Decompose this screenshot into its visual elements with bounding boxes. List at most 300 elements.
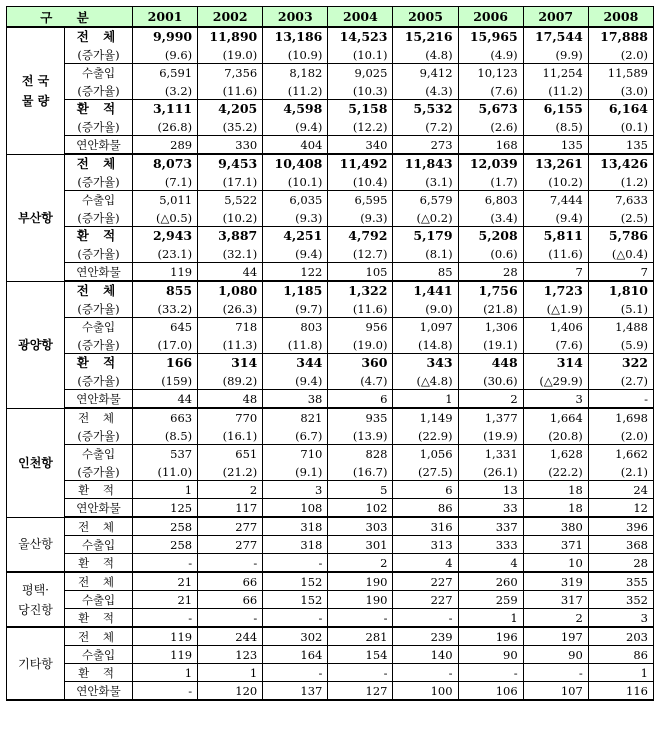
value-cell: 7 xyxy=(523,263,588,282)
table-row xyxy=(7,609,654,628)
header-year: 2003 xyxy=(263,7,328,28)
value-cell: 66 xyxy=(198,572,263,591)
row-label: 전 체 xyxy=(65,408,133,427)
value-cell: (2.5) xyxy=(588,209,653,227)
value-cell: - xyxy=(133,554,198,573)
value-cell: 119 xyxy=(133,263,198,282)
value-cell: 86 xyxy=(588,646,653,664)
value-cell: 105 xyxy=(328,263,393,282)
header-year: 2007 xyxy=(523,7,588,28)
value-cell: 1 xyxy=(133,664,198,682)
value-cell: 9,412 xyxy=(393,64,458,82)
table-row xyxy=(7,408,654,427)
value-cell: 352 xyxy=(588,591,653,609)
port-name: 전 국 물 량 xyxy=(7,27,65,154)
value-cell: 12,039 xyxy=(458,154,523,173)
value-cell: 259 xyxy=(458,591,523,609)
value-cell: 1,723 xyxy=(523,281,588,300)
row-label: 수출입 xyxy=(65,318,133,336)
value-cell: 4,205 xyxy=(198,100,263,118)
value-cell: 4,251 xyxy=(263,227,328,245)
port-cargo-table xyxy=(6,6,654,701)
value-cell: 7 xyxy=(588,263,653,282)
value-cell: 1 xyxy=(588,664,653,682)
value-cell: 1 xyxy=(393,390,458,409)
table-row xyxy=(7,517,654,536)
value-cell: - xyxy=(263,609,328,628)
value-cell: 4 xyxy=(393,554,458,573)
table-row xyxy=(7,318,654,336)
value-cell: 17,888 xyxy=(588,27,653,46)
table-row xyxy=(7,281,654,300)
value-cell: 10 xyxy=(523,554,588,573)
value-cell: (9.6) xyxy=(133,46,198,64)
value-cell: 1,080 xyxy=(198,281,263,300)
value-cell: 273 xyxy=(393,136,458,155)
value-cell: 337 xyxy=(458,517,523,536)
value-cell: 1,097 xyxy=(393,318,458,336)
value-cell: 935 xyxy=(328,408,393,427)
value-cell: 302 xyxy=(263,627,328,646)
value-cell: (16.1) xyxy=(198,427,263,445)
value-cell: 1,149 xyxy=(393,408,458,427)
value-cell: (19.0) xyxy=(198,46,263,64)
table-row xyxy=(7,227,654,245)
row-label: 환 적 xyxy=(65,609,133,628)
value-cell: 956 xyxy=(328,318,393,336)
value-cell: (22.9) xyxy=(393,427,458,445)
value-cell: - xyxy=(393,609,458,628)
value-cell: 120 xyxy=(198,682,263,701)
value-cell: 258 xyxy=(133,536,198,554)
value-cell: 396 xyxy=(588,517,653,536)
value-cell: (11.8) xyxy=(263,336,328,354)
value-cell: 6,591 xyxy=(133,64,198,82)
value-cell: 710 xyxy=(263,445,328,463)
value-cell: 166 xyxy=(133,354,198,372)
row-label: 수출입 xyxy=(65,536,133,554)
value-cell: 100 xyxy=(393,682,458,701)
value-cell: 5,011 xyxy=(133,191,198,209)
header-row xyxy=(7,7,654,28)
table-row xyxy=(7,390,654,409)
row-label: (증가율) xyxy=(65,173,133,191)
row-label: (증가율) xyxy=(65,336,133,354)
value-cell: 190 xyxy=(328,591,393,609)
value-cell: 322 xyxy=(588,354,653,372)
value-cell: 360 xyxy=(328,354,393,372)
value-cell: 123 xyxy=(198,646,263,664)
value-cell: 289 xyxy=(133,136,198,155)
row-label: 환 적 xyxy=(65,227,133,245)
value-cell: (7.1) xyxy=(133,173,198,191)
value-cell: 645 xyxy=(133,318,198,336)
table-row xyxy=(7,664,654,682)
table-row xyxy=(7,572,654,591)
table-row xyxy=(7,209,654,227)
value-cell: 2 xyxy=(328,554,393,573)
value-cell: 319 xyxy=(523,572,588,591)
value-cell: (3.2) xyxy=(133,82,198,100)
value-cell: 344 xyxy=(263,354,328,372)
value-cell: (0.6) xyxy=(458,245,523,263)
header-year: 2002 xyxy=(198,7,263,28)
port-name: 부산항 xyxy=(7,154,65,281)
table-row xyxy=(7,118,654,136)
value-cell: 13,261 xyxy=(523,154,588,173)
port-name: 인천항 xyxy=(7,408,65,517)
value-cell: 44 xyxy=(198,263,263,282)
value-cell: - xyxy=(588,390,653,409)
value-cell: 190 xyxy=(328,572,393,591)
row-label: 연안화물 xyxy=(65,499,133,518)
value-cell: 1,331 xyxy=(458,445,523,463)
value-cell: (9.3) xyxy=(328,209,393,227)
value-cell: 1,377 xyxy=(458,408,523,427)
value-cell: 119 xyxy=(133,627,198,646)
value-cell: (14.8) xyxy=(393,336,458,354)
value-cell: 5,158 xyxy=(328,100,393,118)
value-cell: (9.4) xyxy=(263,118,328,136)
value-cell: (3.1) xyxy=(393,173,458,191)
value-cell: 17,544 xyxy=(523,27,588,46)
value-cell: - xyxy=(328,609,393,628)
header-year: 2001 xyxy=(133,7,198,28)
row-label: 환 적 xyxy=(65,481,133,499)
value-cell: 770 xyxy=(198,408,263,427)
value-cell: (2.0) xyxy=(588,427,653,445)
value-cell: (21.2) xyxy=(198,463,263,481)
row-label: (증가율) xyxy=(65,46,133,64)
value-cell: 7,444 xyxy=(523,191,588,209)
value-cell: 828 xyxy=(328,445,393,463)
header-year: 2006 xyxy=(458,7,523,28)
value-cell: 227 xyxy=(393,572,458,591)
value-cell: (3.4) xyxy=(458,209,523,227)
table-row xyxy=(7,536,654,554)
row-label: (증가율) xyxy=(65,463,133,481)
value-cell: (△29.9) xyxy=(523,372,588,390)
value-cell: 122 xyxy=(263,263,328,282)
value-cell: 404 xyxy=(263,136,328,155)
row-label: 환 적 xyxy=(65,554,133,573)
value-cell: 9,990 xyxy=(133,27,198,46)
value-cell: 718 xyxy=(198,318,263,336)
value-cell: (4.7) xyxy=(328,372,393,390)
value-cell: (10.3) xyxy=(328,82,393,100)
value-cell: (11.3) xyxy=(198,336,263,354)
value-cell: 2 xyxy=(198,481,263,499)
value-cell: 6 xyxy=(328,390,393,409)
value-cell: (10.4) xyxy=(328,173,393,191)
row-label: 수출입 xyxy=(65,646,133,664)
value-cell: - xyxy=(263,664,328,682)
value-cell: 5,179 xyxy=(393,227,458,245)
value-cell: 317 xyxy=(523,591,588,609)
value-cell: (4.9) xyxy=(458,46,523,64)
value-cell: 137 xyxy=(263,682,328,701)
value-cell: 48 xyxy=(198,390,263,409)
value-cell: 3 xyxy=(523,390,588,409)
row-label: 수출입 xyxy=(65,191,133,209)
value-cell: (9.0) xyxy=(393,300,458,318)
value-cell: 135 xyxy=(523,136,588,155)
value-cell: 2 xyxy=(523,609,588,628)
value-cell: (32.1) xyxy=(198,245,263,263)
table-row xyxy=(7,82,654,100)
value-cell: 127 xyxy=(328,682,393,701)
value-cell: (11.6) xyxy=(523,245,588,263)
value-cell: 1,698 xyxy=(588,408,653,427)
value-cell: (5.9) xyxy=(588,336,653,354)
value-cell: (33.2) xyxy=(133,300,198,318)
row-label: 연안화물 xyxy=(65,136,133,155)
value-cell: 316 xyxy=(393,517,458,536)
value-cell: (7.6) xyxy=(458,82,523,100)
value-cell: 6,595 xyxy=(328,191,393,209)
value-cell: 4,598 xyxy=(263,100,328,118)
value-cell: 6,579 xyxy=(393,191,458,209)
value-cell: 340 xyxy=(328,136,393,155)
value-cell: 21 xyxy=(133,572,198,591)
value-cell: 24 xyxy=(588,481,653,499)
value-cell: (4.3) xyxy=(393,82,458,100)
value-cell: 4 xyxy=(458,554,523,573)
value-cell: 1,662 xyxy=(588,445,653,463)
value-cell: 125 xyxy=(133,499,198,518)
value-cell: - xyxy=(393,664,458,682)
value-cell: 318 xyxy=(263,536,328,554)
value-cell: 1,185 xyxy=(263,281,328,300)
value-cell: 277 xyxy=(198,536,263,554)
table-row xyxy=(7,554,654,573)
value-cell: 12 xyxy=(588,499,653,518)
value-cell: 5,532 xyxy=(393,100,458,118)
value-cell: 13,426 xyxy=(588,154,653,173)
value-cell: 227 xyxy=(393,591,458,609)
value-cell: (△4.8) xyxy=(393,372,458,390)
port-name: 기타항 xyxy=(7,627,65,700)
value-cell: - xyxy=(328,664,393,682)
value-cell: 197 xyxy=(523,627,588,646)
value-cell: 303 xyxy=(328,517,393,536)
header-year: 2008 xyxy=(588,7,653,28)
value-cell: 1,628 xyxy=(523,445,588,463)
table-row xyxy=(7,191,654,209)
table-row xyxy=(7,627,654,646)
table-row xyxy=(7,682,654,701)
value-cell: 1,406 xyxy=(523,318,588,336)
value-cell: (1.2) xyxy=(588,173,653,191)
table-row xyxy=(7,136,654,155)
table-row xyxy=(7,591,654,609)
value-cell: 10,123 xyxy=(458,64,523,82)
value-cell: 5,811 xyxy=(523,227,588,245)
value-cell: 244 xyxy=(198,627,263,646)
value-cell: 28 xyxy=(458,263,523,282)
value-cell: 1,056 xyxy=(393,445,458,463)
value-cell: (16.7) xyxy=(328,463,393,481)
value-cell: 196 xyxy=(458,627,523,646)
value-cell: 260 xyxy=(458,572,523,591)
value-cell: (9.4) xyxy=(523,209,588,227)
value-cell: 3,887 xyxy=(198,227,263,245)
value-cell: (159) xyxy=(133,372,198,390)
value-cell: - xyxy=(133,682,198,701)
table-row xyxy=(7,463,654,481)
value-cell: (9.7) xyxy=(263,300,328,318)
value-cell: 1 xyxy=(133,481,198,499)
value-cell: 5,522 xyxy=(198,191,263,209)
value-cell: 318 xyxy=(263,517,328,536)
value-cell: 448 xyxy=(458,354,523,372)
value-cell: (23.1) xyxy=(133,245,198,263)
value-cell: 28 xyxy=(588,554,653,573)
value-cell: (△0.4) xyxy=(588,245,653,263)
value-cell: 154 xyxy=(328,646,393,664)
value-cell: 6,155 xyxy=(523,100,588,118)
value-cell: (89.2) xyxy=(198,372,263,390)
value-cell: 5,786 xyxy=(588,227,653,245)
value-cell: 3 xyxy=(588,609,653,628)
value-cell: 6,164 xyxy=(588,100,653,118)
value-cell: - xyxy=(198,554,263,573)
value-cell: 281 xyxy=(328,627,393,646)
row-label: 수출입 xyxy=(65,445,133,463)
value-cell: 21 xyxy=(133,591,198,609)
table-row xyxy=(7,427,654,445)
port-name: 평택· 당진항 xyxy=(7,572,65,627)
value-cell: (10.9) xyxy=(263,46,328,64)
value-cell: 135 xyxy=(588,136,653,155)
value-cell: 203 xyxy=(588,627,653,646)
value-cell: - xyxy=(263,554,328,573)
value-cell: 116 xyxy=(588,682,653,701)
table-row xyxy=(7,173,654,191)
row-label: (증가율) xyxy=(65,372,133,390)
value-cell: 6 xyxy=(393,481,458,499)
table-row xyxy=(7,499,654,518)
value-cell: 13 xyxy=(458,481,523,499)
row-label: 전 체 xyxy=(65,281,133,300)
port-cargo-table-container xyxy=(6,6,654,701)
port-name: 울산항 xyxy=(7,517,65,572)
value-cell: 152 xyxy=(263,591,328,609)
value-cell: (2.0) xyxy=(588,46,653,64)
value-cell: 4,792 xyxy=(328,227,393,245)
value-cell: (6.7) xyxy=(263,427,328,445)
value-cell: 119 xyxy=(133,646,198,664)
value-cell: 85 xyxy=(393,263,458,282)
value-cell: 314 xyxy=(198,354,263,372)
value-cell: (8.5) xyxy=(523,118,588,136)
header-year: 2004 xyxy=(328,7,393,28)
value-cell: 8,073 xyxy=(133,154,198,173)
value-cell: 355 xyxy=(588,572,653,591)
value-cell: 15,216 xyxy=(393,27,458,46)
value-cell: (3.0) xyxy=(588,82,653,100)
row-label: 전 체 xyxy=(65,27,133,46)
value-cell: (9.4) xyxy=(263,245,328,263)
value-cell: (17.1) xyxy=(198,173,263,191)
value-cell: (19.9) xyxy=(458,427,523,445)
table-row xyxy=(7,646,654,664)
value-cell: (11.2) xyxy=(263,82,328,100)
value-cell: (12.7) xyxy=(328,245,393,263)
value-cell: (26.3) xyxy=(198,300,263,318)
table-row xyxy=(7,27,654,46)
row-label: 전 체 xyxy=(65,627,133,646)
value-cell: 343 xyxy=(393,354,458,372)
value-cell: 18 xyxy=(523,481,588,499)
value-cell: - xyxy=(458,664,523,682)
value-cell: 164 xyxy=(263,646,328,664)
value-cell: (10.1) xyxy=(263,173,328,191)
table-row xyxy=(7,445,654,463)
value-cell: 9,025 xyxy=(328,64,393,82)
row-label: (증가율) xyxy=(65,245,133,263)
value-cell: 33 xyxy=(458,499,523,518)
table-row xyxy=(7,100,654,118)
table-body xyxy=(7,27,654,700)
table-row xyxy=(7,64,654,82)
value-cell: 1 xyxy=(198,664,263,682)
row-label: 전 체 xyxy=(65,517,133,536)
value-cell: 7,356 xyxy=(198,64,263,82)
table-row xyxy=(7,481,654,499)
row-label: 환 적 xyxy=(65,100,133,118)
value-cell: 90 xyxy=(458,646,523,664)
table-row xyxy=(7,263,654,282)
value-cell: (19.1) xyxy=(458,336,523,354)
value-cell: (9.3) xyxy=(263,209,328,227)
row-label: 전 체 xyxy=(65,572,133,591)
value-cell: 18 xyxy=(523,499,588,518)
value-cell: 90 xyxy=(523,646,588,664)
row-label: (증가율) xyxy=(65,82,133,100)
value-cell: 13,186 xyxy=(263,27,328,46)
value-cell: (△1.9) xyxy=(523,300,588,318)
value-cell: 44 xyxy=(133,390,198,409)
value-cell: (21.8) xyxy=(458,300,523,318)
value-cell: 117 xyxy=(198,499,263,518)
value-cell: (1.7) xyxy=(458,173,523,191)
table-row xyxy=(7,336,654,354)
value-cell: 380 xyxy=(523,517,588,536)
value-cell: 330 xyxy=(198,136,263,155)
value-cell: (2.7) xyxy=(588,372,653,390)
value-cell: (2.1) xyxy=(588,463,653,481)
value-cell: (12.2) xyxy=(328,118,393,136)
header-year: 2005 xyxy=(393,7,458,28)
value-cell: (2.6) xyxy=(458,118,523,136)
value-cell: (0.1) xyxy=(588,118,653,136)
table-row xyxy=(7,46,654,64)
value-cell: (20.8) xyxy=(523,427,588,445)
value-cell: (7.6) xyxy=(523,336,588,354)
value-cell: 5,673 xyxy=(458,100,523,118)
row-label: 환 적 xyxy=(65,354,133,372)
value-cell: 1,441 xyxy=(393,281,458,300)
row-label: 연안화물 xyxy=(65,682,133,701)
header-category: 구 분 xyxy=(7,7,133,28)
value-cell: 9,453 xyxy=(198,154,263,173)
value-cell: 1 xyxy=(458,609,523,628)
table-row xyxy=(7,300,654,318)
value-cell: (△0.2) xyxy=(393,209,458,227)
value-cell: 803 xyxy=(263,318,328,336)
value-cell: 66 xyxy=(198,591,263,609)
